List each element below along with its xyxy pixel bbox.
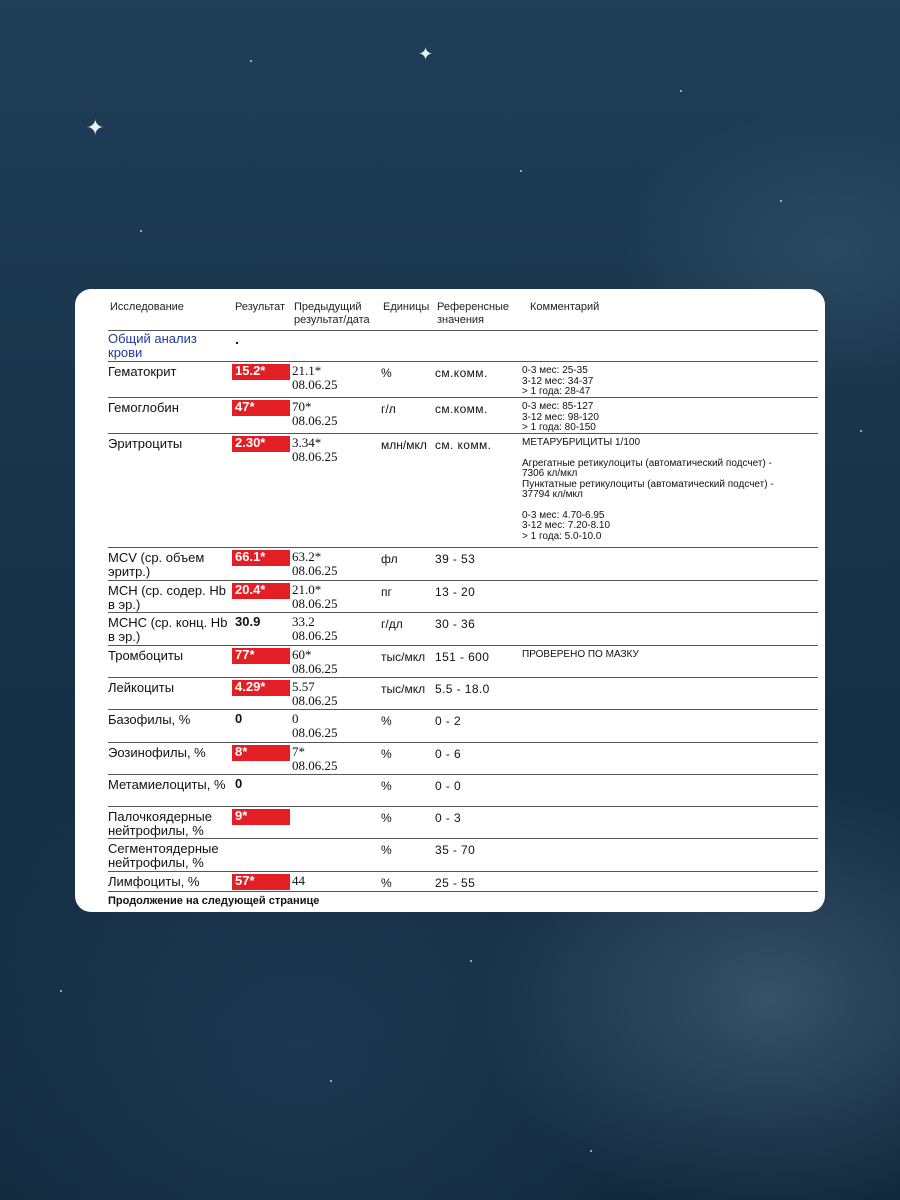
test-name: Эритроциты (108, 436, 183, 451)
result-value: 66.1* (232, 550, 290, 566)
star-dot (680, 90, 682, 92)
previous-result (292, 550, 382, 578)
continuation-note: Продолжение на следующей странице (108, 895, 320, 907)
units-value: г/дл (381, 617, 403, 631)
result-value: 77* (232, 648, 290, 664)
row-rule (108, 871, 818, 872)
comment-line (522, 449, 822, 459)
previous-result (292, 615, 382, 643)
result-value: 57* (232, 874, 290, 890)
units-value: % (381, 811, 392, 825)
row-rule (108, 361, 818, 362)
row-rule (108, 433, 818, 434)
previous-date: 08.06.25 (292, 758, 338, 773)
previous-result (292, 648, 382, 676)
previous-date: 08.06.25 (292, 693, 338, 708)
comment-line (522, 501, 822, 511)
star-dot (780, 200, 782, 202)
star-dot (590, 1150, 592, 1152)
comment-text (522, 402, 822, 434)
test-name: Сегментоядерные нейтрофилы, % (108, 841, 219, 870)
reference-value: 39 - 53 (435, 552, 476, 566)
comment-line: > 1 года: 5.0-10.0 (522, 530, 602, 542)
star-dot (330, 1080, 332, 1082)
col-header-comment: Комментарий (530, 301, 600, 313)
row-rule (108, 709, 818, 710)
previous-result (292, 712, 382, 740)
comment-line: 3-12 мес: 98-120 (522, 411, 599, 423)
comment-line: 0-3 мес: 25-35 (522, 365, 588, 376)
test-name: Тромбоциты (108, 648, 184, 663)
units-value: тыс/мкл (381, 682, 426, 696)
row-rule (108, 612, 818, 613)
previous-value: 21.1* (292, 363, 322, 378)
comment-text (522, 366, 822, 398)
comment-text (522, 650, 822, 661)
comment-line: 3-12 мес: 7.20-8.10 (522, 520, 611, 531)
row-rule (108, 806, 818, 807)
row-rule (108, 580, 818, 581)
reference-value: 0 - 2 (435, 714, 462, 728)
comment-line: Пунктатные ретикулоциты (автоматический подсчет) - (522, 478, 774, 490)
previous-result (292, 680, 382, 708)
test-name: Гематокрит (108, 364, 177, 379)
col-header-investigation: Исследование (110, 301, 184, 313)
previous-result (292, 400, 382, 428)
result-value: 0 (235, 711, 243, 726)
header-rule (108, 330, 818, 331)
star-dot (470, 960, 472, 962)
reference-value: 0 - 0 (435, 779, 462, 793)
previous-value: 3.34* (292, 435, 322, 450)
star-dot (250, 60, 252, 62)
previous-date: 08.06.25 (292, 628, 338, 643)
comment-line: > 1 года: 80-150 (522, 422, 596, 433)
previous-date: 08.06.25 (292, 377, 338, 392)
test-name: MCH (ср. содер. Hb в эр.) (108, 583, 226, 612)
col-header-result: Результат (235, 301, 286, 313)
previous-result (292, 436, 382, 464)
row-rule (108, 645, 818, 646)
units-value: фл (381, 552, 398, 566)
test-name: MCHC (ср. конц. Hb в эр.) (108, 615, 228, 644)
star-dot (60, 990, 62, 992)
units-value: г/л (381, 402, 396, 416)
test-name: MCV (ср. объем эритр.) (108, 550, 205, 579)
previous-date: 08.06.25 (292, 596, 338, 611)
previous-result (292, 745, 382, 773)
reference-value: 0 - 3 (435, 811, 462, 825)
result-value: 30.9 (235, 614, 261, 629)
comment-line: 7306 кл/мкл (522, 468, 578, 479)
units-value: млн/мкл (381, 438, 427, 452)
row-rule (108, 677, 818, 678)
row-rule (108, 838, 818, 839)
previous-value: 60* (292, 647, 312, 662)
result-value: 4.29* (232, 680, 290, 696)
col-header-reference: Референсные значения (437, 301, 510, 326)
row-rule (108, 774, 818, 775)
section-title: Общий анализ крови (108, 331, 197, 360)
result-value: 2.30* (232, 436, 290, 452)
comment-line: 37794 кл/мкл (522, 489, 583, 500)
test-name: Базофилы, % (108, 712, 191, 727)
star-decoration: ✦ (418, 44, 434, 65)
result-value (232, 841, 290, 857)
lab-results-card (75, 289, 825, 912)
previous-value: 63.2* (292, 549, 322, 564)
units-value: % (381, 747, 392, 761)
previous-value: 5.57 (292, 679, 315, 694)
previous-value: 0 (292, 711, 299, 726)
reference-value: 35 - 70 (435, 843, 476, 857)
test-name: Метамиелоциты, % (108, 777, 226, 792)
comment-line: ПРОВЕРЕНО ПО МАЗКУ (522, 649, 639, 660)
previous-value: 44 (292, 873, 305, 888)
units-value: % (381, 779, 392, 793)
previous-date: 08.06.25 (292, 563, 338, 578)
reference-value: см.комм. (435, 366, 488, 380)
star-decoration: ✦ (86, 116, 105, 141)
units-value: пг (381, 585, 392, 599)
comment-line: > 1 года: 28-47 (522, 386, 591, 397)
previous-value: 70* (292, 399, 312, 414)
reference-value: 151 - 600 (435, 650, 490, 664)
result-value: 9* (232, 809, 290, 825)
reference-value: 25 - 55 (435, 876, 476, 890)
test-name: Эозинофилы, % (108, 745, 206, 760)
previous-date: 08.06.25 (292, 661, 338, 676)
previous-result (292, 364, 382, 392)
comment-text (522, 438, 822, 542)
star-dot (520, 170, 522, 172)
test-name: Гемоглобин (108, 400, 179, 415)
previous-value: 33.2 (292, 614, 315, 629)
star-dot (140, 230, 142, 232)
previous-result (292, 874, 382, 888)
units-value: тыс/мкл (381, 650, 426, 664)
comment-line: 0-3 мес: 85-127 (522, 401, 594, 412)
reference-value: см. комм. (435, 438, 492, 452)
reference-value: 30 - 36 (435, 617, 476, 631)
result-value: 20.4* (232, 583, 290, 599)
section-mark: . (235, 331, 239, 347)
reference-value: см.комм. (435, 402, 488, 416)
units-value: % (381, 843, 392, 857)
test-name: Палочкоядерные нейтрофилы, % (108, 809, 212, 838)
test-name: Лейкоциты (108, 680, 175, 695)
col-header-units: Единицы (383, 301, 430, 313)
previous-value: 21.0* (292, 582, 322, 597)
comment-line: МЕТАРУБРИЦИТЫ 1/100 (522, 437, 641, 448)
previous-date: 08.06.25 (292, 413, 338, 428)
previous-value: 7* (292, 744, 305, 759)
result-value: 0 (235, 776, 243, 791)
row-rule (108, 397, 818, 398)
units-value: % (381, 714, 392, 728)
reference-value: 5.5 - 18.0 (435, 682, 490, 696)
row-rule (108, 547, 818, 548)
col-header-previous: Предыдущий результат/дата (294, 301, 370, 326)
row-rule (108, 742, 818, 743)
star-dot (860, 430, 862, 432)
units-value: % (381, 876, 392, 890)
result-value: 15.2* (232, 364, 290, 380)
result-value: 47* (232, 400, 290, 416)
result-value: 8* (232, 745, 290, 761)
comment-line: 3-12 мес: 34-37 (522, 375, 594, 387)
reference-value: 13 - 20 (435, 585, 476, 599)
units-value: % (381, 366, 392, 380)
previous-result (292, 583, 382, 611)
previous-date: 08.06.25 (292, 449, 338, 464)
previous-date: 08.06.25 (292, 725, 338, 740)
test-name: Лимфоциты, % (108, 874, 200, 889)
row-rule (108, 891, 818, 892)
comment-line: Агрегатные ретикулоциты (автоматический подсчет) - (522, 457, 772, 469)
comment-line: 0-3 мес: 4.70-6.95 (522, 509, 605, 521)
reference-value: 0 - 6 (435, 747, 462, 761)
